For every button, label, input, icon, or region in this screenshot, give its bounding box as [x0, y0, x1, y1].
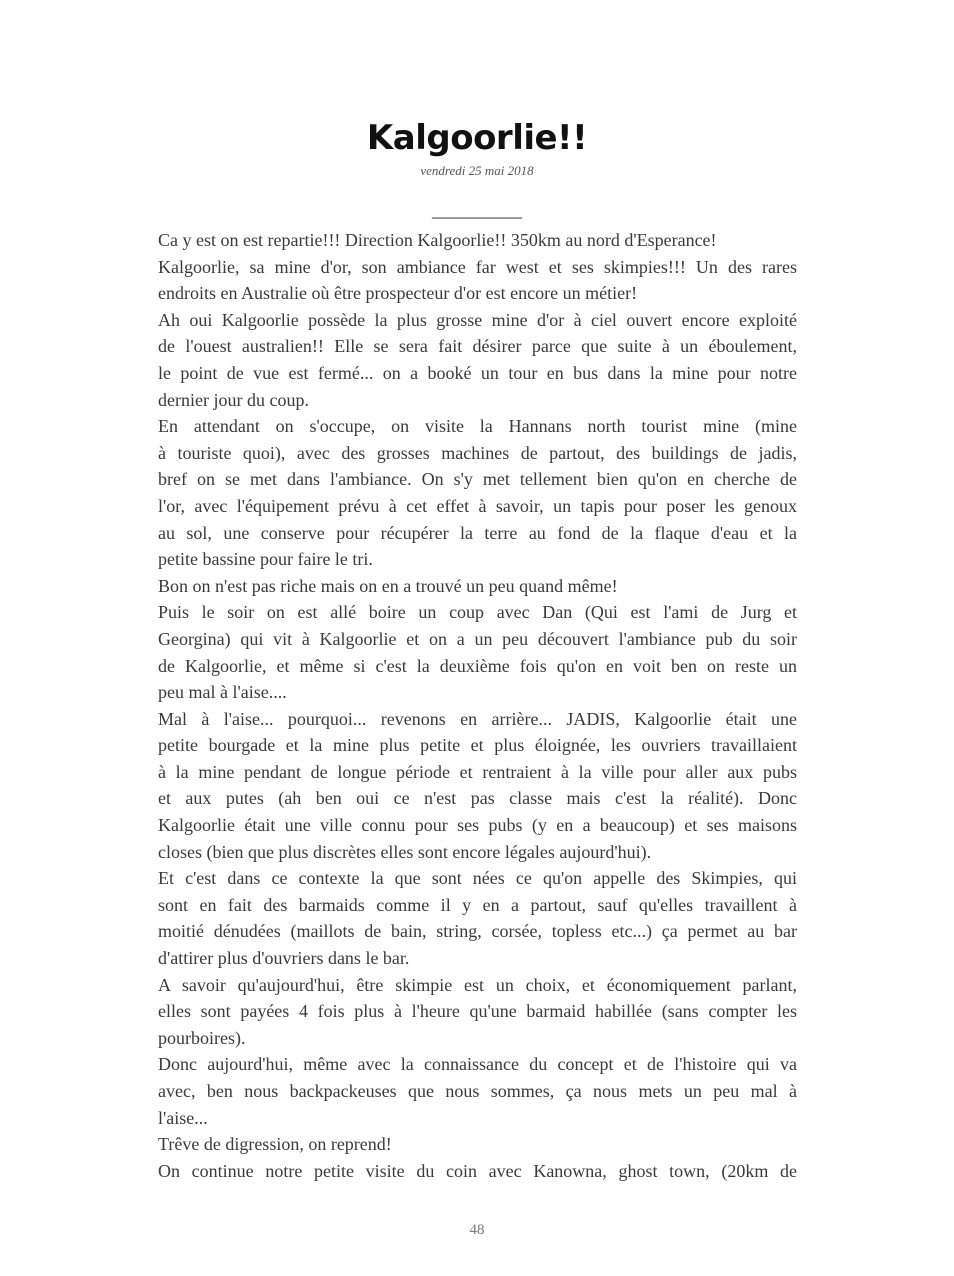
text-line: Georgina) qui vit à Kalgoorlie et on a un peu découvert l'ambiance pub du soir — [158, 628, 797, 649]
paragraph — [158, 599, 797, 705]
text-line: à la mine pendant de longue période et rentraient à la ville pour aller aux pubs — [158, 761, 797, 782]
text-line: le point de vue est fermé... on a booké un tour en bus dans la mine pour notre — [158, 362, 797, 383]
text-line: d'attirer plus d'ouvriers dans le bar. — [158, 948, 410, 969]
text-line: Bon on n'est pas riche mais on en a trouvé un peu quand même! — [158, 575, 618, 596]
text-line: peu mal à l'aise.... — [158, 682, 287, 703]
separator: __________ — [432, 200, 522, 220]
page-title: Kalgoorlie!! — [366, 118, 588, 158]
text-line: En attendant on s'occupe, on visite la Hannans north tourist mine (mine — [158, 416, 797, 437]
text-line: Puis le soir on est allé boire un coup avec Dan (Qui est l'ami de Jurg et — [158, 602, 797, 623]
text-line: moitié dénudées (maillots de bain, string, corsée, topless etc...) ça permet au bar — [158, 921, 797, 942]
text-line: avec, ben nous backpackeuses que nous sommes, ça nous mets un peu mal à — [158, 1081, 797, 1101]
text-line: de Kalgoorlie, et même si c'est la deuxième fois qu'on en voit ben on reste un — [158, 655, 797, 676]
text-line: au sol, une conserve pour récupérer la terre au fond de la flaque d'eau et la — [158, 522, 797, 543]
text-line: elles sont payées 4 fois plus à l'heure qu'une barmaid habillée (sans compter les — [158, 1001, 797, 1022]
text-line: pourboires). — [158, 1027, 246, 1048]
text-line: Ah oui Kalgoorlie possède la plus grosse mine d'or à ciel ouvert encore exploité — [158, 309, 797, 330]
paragraph — [158, 972, 797, 1052]
paragraph — [158, 254, 797, 307]
article-body — [158, 227, 797, 1184]
paragraph — [158, 413, 797, 573]
paragraph — [158, 1051, 797, 1131]
text-line: closes (bien que plus discrètes elles sont encore légales aujourd'hui). — [158, 841, 652, 862]
text-line: sont en fait des barmaids comme il y en a partout, sauf qu'elles travaillent à — [158, 894, 797, 915]
text-line: petite bourgade et la mine plus petite et plus éloignée, les ouvriers travaillaient — [158, 735, 797, 756]
text-line: Mal à l'aise... pourquoi... revenons en arrière... JADIS, Kalgoorlie était une — [158, 708, 797, 729]
text-line: A savoir qu'aujourd'hui, être skimpie est un choix, et économiquement parlant, — [158, 974, 797, 995]
text-line: l'aise... — [158, 1107, 208, 1128]
text-line: On continue notre petite visite du coin avec Kanowna, ghost town, (20km de — [158, 1160, 797, 1181]
text-line: Ca y est on est repartie!!! Direction Kalgoorlie!! 350km au nord d'Esperance! — [158, 230, 717, 250]
text-line: petite bassine pour faire le tri. — [158, 549, 373, 570]
text-line: Trêve de digression, on reprend! — [158, 1134, 392, 1155]
paragraph — [158, 307, 797, 413]
paragraph — [158, 573, 797, 600]
paragraph — [158, 1131, 797, 1158]
text-line: endroits en Australie où être prospecteur d'or est encore un métier! — [158, 283, 638, 304]
text-line: bref on se met dans l'ambiance. On s'y met tellement bien qu'on en cherche de — [158, 469, 797, 490]
paragraph — [158, 227, 797, 254]
page-number: 48 — [469, 1222, 485, 1238]
text-line: Donc aujourd'hui, même avec la connaissance du concept et de l'histoire qui va — [158, 1054, 797, 1075]
paragraph — [158, 1158, 797, 1185]
paragraph — [158, 706, 797, 866]
text-line: Et c'est dans ce contexte la que sont nées ce qu'on appelle des Skimpies, qui — [158, 868, 797, 889]
text-line: l'or, avec l'équipement prévu à cet effet à savoir, un tapis pour poser les genoux — [158, 495, 797, 516]
text-line: Kalgoorlie, sa mine d'or, son ambiance far west et ses skimpies!!! Un des rares — [158, 256, 797, 277]
text-line: de l'ouest australien!! Elle se sera fait désirer parce que suite à un éboulement, — [158, 336, 797, 357]
text-line: et aux putes (ah ben oui ce n'est pas classe mais c'est la réalité). Donc — [158, 788, 797, 809]
paragraph — [158, 865, 797, 971]
text-line: Kalgoorlie était une ville connu pour ses pubs (y en a beaucoup) et ses maisons — [158, 815, 797, 836]
post-date: vendredi 25 mai 2018 — [420, 163, 534, 178]
text-line: à touriste quoi), avec des grosses machines de partout, des buildings de jadis, — [158, 442, 797, 463]
text-line: dernier jour du coup. — [158, 389, 309, 410]
